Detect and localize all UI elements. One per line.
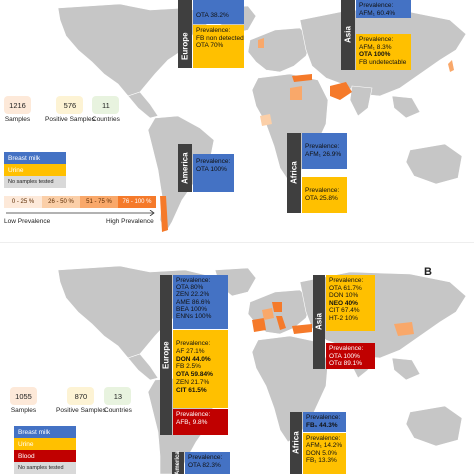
asia-b-yel-3: NEO 40%	[329, 299, 358, 307]
europe-b-blue-5: ENNs 100%	[176, 313, 212, 321]
europe-b-red-1: AFB₁ 9.8%	[176, 418, 208, 426]
asia-urine-a	[356, 34, 411, 70]
europe-b-yel-4: OTA 59.84%	[176, 371, 213, 379]
america-a-blue-1: OTA 100%	[196, 165, 227, 173]
region-america-b	[172, 452, 230, 474]
europe-a-yel-2: OTA 70%	[196, 42, 224, 50]
region-europe-a	[178, 0, 244, 68]
nigeria-highlight	[260, 114, 272, 126]
stat-samples-a	[4, 96, 31, 123]
asia-b-yel-4: CIT 67.4%	[329, 307, 360, 315]
europe-urine-b	[173, 330, 228, 408]
region-label-europe-b: Europe	[160, 275, 172, 435]
panel-a	[0, 0, 474, 237]
region-label-africa-b: Africa	[290, 412, 302, 474]
asia-b-red-1: OTA 100%	[329, 352, 360, 360]
legend-a-breast-milk: Breast milk	[4, 152, 66, 164]
asia-b-red-2: OTα 89.1%	[329, 360, 363, 368]
legend-b-urine: Urine	[14, 438, 76, 450]
africa-a-blue-0: Prevalence:	[305, 143, 340, 150]
stat-countries-b-caption: Countries	[104, 407, 132, 414]
asia-a-yel-1: AFM₁ 8.3%	[359, 43, 392, 51]
asia-b-yel-1: OTA 61.7%	[329, 284, 362, 292]
stat-samples-b	[10, 387, 37, 414]
region-label-asia-a: Asia	[341, 0, 355, 70]
scale-seg-2: 26 - 50 %	[42, 196, 80, 208]
europe-breast-milk-b	[173, 275, 228, 329]
legend-a-no-samples: No samples tested	[4, 176, 66, 188]
asia-b-yel-0: Prevalence:	[329, 277, 364, 284]
africa-a-blue-1: AFM₁ 26.9%	[305, 150, 342, 158]
africa-a-yel-0: Prevalence:	[305, 187, 340, 194]
stat-positive-b-value: 870	[67, 387, 94, 405]
region-label-america-a: America	[178, 144, 192, 192]
africa-a-yel-1: OTA 25.8%	[305, 194, 338, 202]
region-america-a	[178, 144, 234, 192]
europe-b-blue-1: OTA 80%	[176, 284, 204, 292]
stat-countries-b	[104, 387, 132, 414]
asia-breast-milk-a	[356, 0, 411, 18]
europe-b-blue-2: ZEN 22.2%	[176, 291, 210, 299]
europe-b-blue-0: Prevalence:	[176, 277, 211, 284]
europe-urine-a	[193, 25, 244, 68]
egypt-highlight	[290, 86, 302, 100]
legend-b-breast-milk: Breast milk	[14, 426, 76, 438]
africa-urine-b	[303, 433, 346, 474]
scale-seg-3: 51 - 75 %	[80, 196, 118, 208]
india-shape	[350, 86, 372, 116]
africa-b-blue-1: FB₁ 44.3%	[306, 421, 338, 429]
scale-high-label: High Prevalence	[106, 218, 154, 225]
africa-b-yel-1: AFM₁ 14.2%	[306, 442, 343, 450]
europe-a-yel-0: Prevalence:	[196, 27, 231, 34]
europe-b-red-0: Prevalence:	[176, 411, 211, 418]
panel-b-letter: B	[424, 266, 432, 278]
se-asia-shape-b	[392, 358, 420, 380]
europe-b-yel-0: Prevalence:	[176, 340, 211, 347]
prevalence-scale	[4, 196, 156, 208]
asia-a-yel-0: Prevalence:	[359, 36, 394, 43]
region-asia-b	[313, 275, 375, 369]
africa-b-blue-0: Prevalence:	[306, 414, 341, 421]
scale-seg-4: 76 - 100 %	[118, 196, 156, 208]
stat-positive-a-value: 576	[56, 96, 83, 114]
asia-b-red-0: Prevalence:	[329, 345, 364, 352]
europe-b-blue-3: AME 86.6%	[176, 298, 211, 306]
legend-b-blood: Blood	[14, 450, 76, 462]
stat-countries-b-value: 13	[104, 387, 131, 405]
legend-a	[4, 152, 66, 188]
africa-breast-milk-b	[303, 412, 346, 432]
stat-countries-a-caption: Countries	[92, 116, 120, 123]
spain-highlight	[252, 318, 266, 332]
stat-samples-b-caption: Samples	[10, 407, 37, 414]
region-label-asia-b: Asia	[313, 275, 325, 369]
region-label-spacer-a	[178, 0, 192, 24]
america-b-blue-1: OTA 82.3%	[188, 461, 221, 469]
panel-divider	[0, 242, 474, 243]
scale-seg-1: 0 - 25 %	[4, 196, 42, 208]
asia-urine-b	[326, 275, 375, 331]
europe-a-blue-0: OTA 38.2%	[196, 12, 229, 19]
europe-b-yel-1: AF 27.1%	[176, 347, 205, 355]
africa-breast-milk-a	[302, 133, 347, 169]
europe-b-yel-2: DON 44.0%	[176, 355, 211, 363]
europe-b-yel-5: ZEN 21.7%	[176, 378, 210, 386]
legend-b	[14, 426, 76, 474]
america-breast-milk-b	[185, 452, 230, 474]
asia-a-yel-2: OTA 100%	[359, 51, 391, 59]
europe-blood-b	[173, 409, 228, 435]
legend-b-no-samples: No samples tested	[14, 462, 76, 474]
stat-countries-a	[92, 96, 120, 123]
stat-samples-a-caption: Samples	[4, 116, 31, 123]
europe-breast-milk-a	[193, 0, 244, 24]
europe-a-yel-1: FB non detected	[196, 34, 244, 42]
africa-b-yel-0: Prevalence:	[306, 435, 341, 442]
region-label-america-b: America	[172, 452, 184, 474]
europe-b-yel-3: FB 2.5%	[176, 363, 201, 371]
africa-b-yel-2: DON 5.0%	[306, 449, 338, 457]
africa-urine-a	[302, 177, 347, 213]
asia-a-blue-1: AFM₁ 60.4%	[359, 9, 396, 17]
stat-samples-b-value: 1055	[10, 387, 37, 405]
asia-blood-b	[326, 343, 375, 369]
asia-a-yel-3: FB undetectable	[359, 58, 407, 66]
central-america-shape	[128, 92, 158, 118]
panel-b	[0, 260, 474, 474]
scale-arrow	[4, 210, 156, 216]
scale-low-label: Low Prevalence	[4, 218, 51, 225]
europe-b-yel-6: CIT 61.5%	[176, 386, 207, 394]
stat-countries-a-value: 11	[92, 96, 119, 114]
africa-b-yel-3: FB₁ 13.3%	[306, 457, 337, 465]
stat-samples-a-value: 1216	[4, 96, 31, 114]
stat-positive-b-caption: Positive Samples	[56, 407, 106, 414]
stat-positive-a-caption: Positive Samples	[45, 116, 95, 123]
asia-b-yel-5: HT-2 10%	[329, 314, 358, 322]
france-highlight	[262, 308, 274, 320]
region-africa-a	[287, 133, 347, 213]
stat-positive-b	[56, 387, 106, 414]
central-america-shape-b	[128, 354, 158, 380]
asia-b-yel-2: DON 10%	[329, 292, 359, 300]
asia-a-blue-0: Prevalence:	[359, 2, 394, 9]
america-breast-milk-a	[193, 154, 234, 192]
australia-shape-b	[406, 406, 462, 446]
region-africa-b	[290, 412, 346, 474]
stat-positive-a	[45, 96, 95, 123]
japan-highlight	[448, 60, 454, 72]
region-label-europe-a: Europe	[178, 24, 192, 68]
europe-b-blue-4: BEA 100%	[176, 305, 208, 313]
america-a-blue-0: Prevalence:	[196, 158, 231, 165]
region-asia-a	[341, 0, 411, 70]
region-label-africa-a: Africa	[287, 133, 301, 213]
se-asia-shape	[392, 96, 420, 118]
australia-shape	[406, 144, 462, 184]
region-europe-b	[160, 275, 228, 435]
europe-shape	[248, 28, 312, 72]
legend-a-urine: Urine	[4, 164, 66, 176]
america-b-blue-0: Prevalence:	[188, 454, 223, 461]
